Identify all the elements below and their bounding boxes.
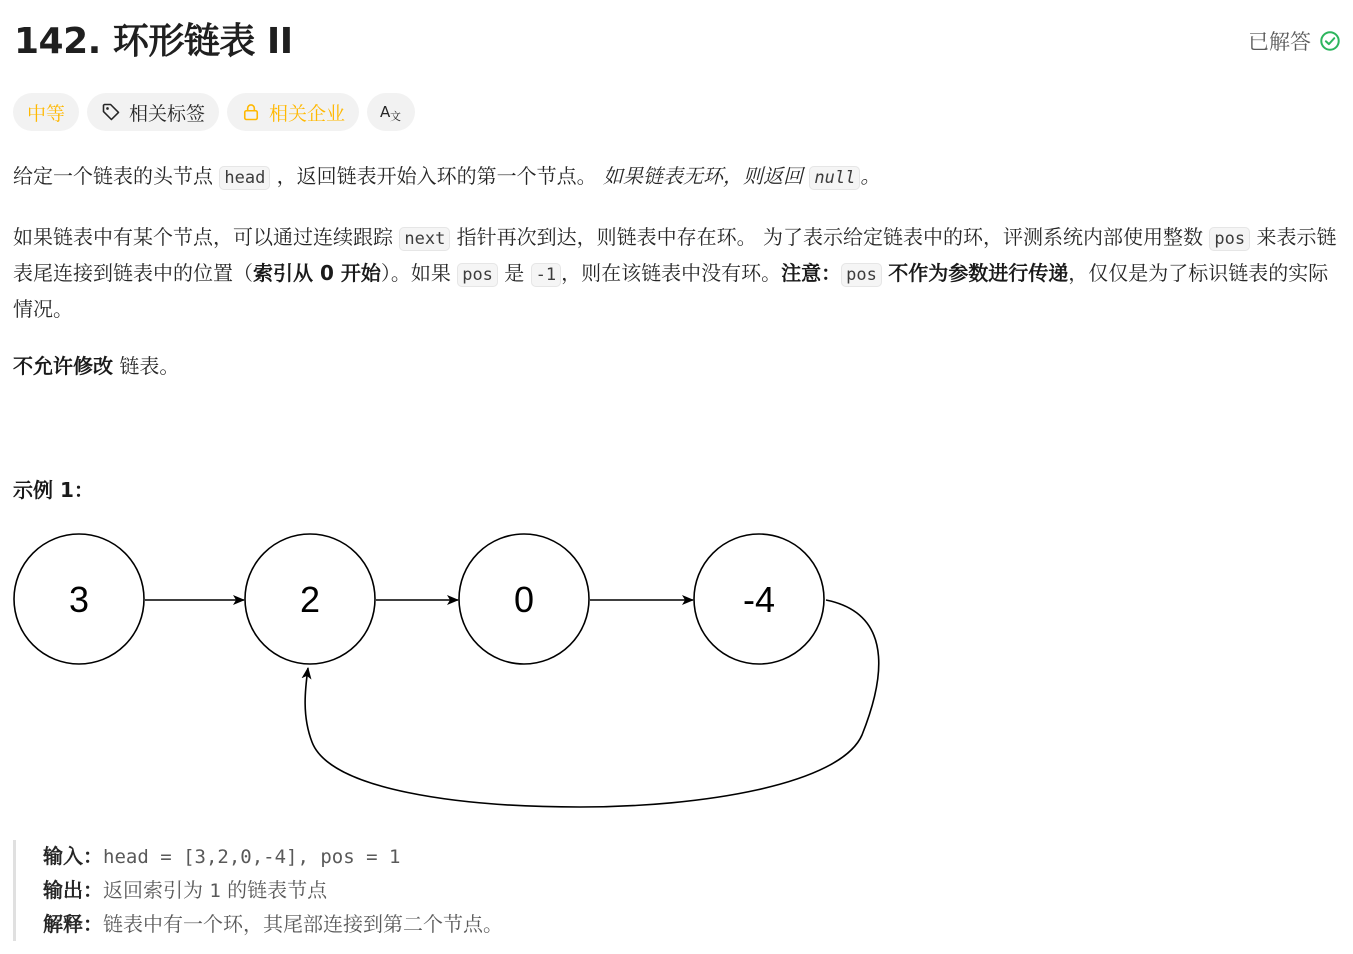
text: 指针再次到达，则链表中存在环。 为了表示给定链表中的环，评测系统内部使用整数 (450, 225, 1210, 249)
text: ，则在该链表中没有环。 (561, 261, 782, 285)
text: ，返回链表开始入环的第一个节点。 (270, 164, 604, 188)
list-node (694, 534, 824, 664)
related-tags-button[interactable] (87, 93, 219, 131)
description-paragraph-1 (13, 159, 880, 195)
node-value: 3 (68, 579, 90, 620)
text: 。 (860, 164, 881, 188)
example-explain-line (43, 908, 503, 941)
note-label: 注意： (781, 261, 842, 285)
input-label: 输入： (43, 844, 103, 868)
tag-bar (13, 93, 415, 131)
input-value: head = [3,2,0,-4], pos = 1 (103, 846, 401, 868)
description-paragraph-3 (13, 349, 179, 383)
list-node (459, 534, 589, 664)
text: 来表示链表尾连接到链表中的位置（ (13, 225, 1337, 285)
output-index: 1 (209, 880, 221, 902)
list-node (14, 534, 144, 664)
example-1-title: 示例 1： (13, 478, 94, 502)
node-value: 2 (299, 579, 321, 620)
solved-status (1248, 26, 1341, 56)
translate-icon (379, 100, 403, 124)
text-strong: 索引从 0 开始 (253, 261, 381, 285)
text: 是 (497, 261, 531, 285)
text: 链表。 (113, 354, 180, 378)
code-pos: pos (841, 263, 882, 287)
text: ，仅仅是为了标识链表的实际情况。 (13, 261, 1329, 321)
code-head: head (219, 166, 270, 190)
explain-value: 链表中有一个环，其尾部连接到第二个节点。 (103, 912, 503, 936)
svg-text:文: 文 (390, 110, 402, 123)
solved-label: 已解答 (1248, 30, 1311, 54)
text-emphasis: 如果链表无环，则返回 (603, 164, 810, 188)
code-pos: pos (457, 263, 498, 287)
code-minus-one: -1 (531, 263, 561, 287)
description-paragraph-2 (13, 220, 1343, 326)
list-node (245, 534, 375, 664)
code-pos: pos (1209, 227, 1250, 251)
related-tags-label: 相关标签 (129, 102, 206, 125)
text: 如果链表中有某个节点，可以通过连续跟踪 (13, 225, 400, 249)
output-value: 返回索引为 (103, 878, 210, 902)
problem-title: 142. 环形链表 II (14, 21, 293, 62)
text-strong: 不作为参数进行传递 (888, 261, 1069, 285)
related-companies-button[interactable] (227, 93, 359, 131)
output-value-suffix: 的链表节点 (220, 878, 328, 902)
difficulty-label: 中等 (27, 102, 66, 125)
check-circle-icon (1319, 30, 1341, 52)
node-value: -4 (742, 579, 776, 620)
svg-text:A: A (380, 103, 391, 121)
explain-label: 解释： (43, 912, 103, 936)
code-null: null (809, 166, 860, 190)
example-1-io (13, 840, 503, 941)
text: 给定一个链表的头节点 (13, 164, 220, 188)
output-label: 输出： (43, 878, 103, 902)
example-input-line (43, 840, 503, 874)
difficulty-badge[interactable] (13, 93, 79, 131)
code-next: next (399, 227, 450, 251)
translate-button[interactable] (367, 93, 415, 131)
example-output-line (43, 874, 503, 908)
lock-icon (241, 102, 261, 122)
text: ）。如果 (380, 261, 458, 285)
problem-header (14, 18, 1341, 66)
node-value: 0 (513, 579, 535, 620)
text-strong: 不允许修改 (13, 354, 113, 378)
tag-icon (101, 102, 121, 122)
linked-list-diagram (0, 520, 900, 820)
related-companies-label: 相关企业 (269, 102, 346, 125)
